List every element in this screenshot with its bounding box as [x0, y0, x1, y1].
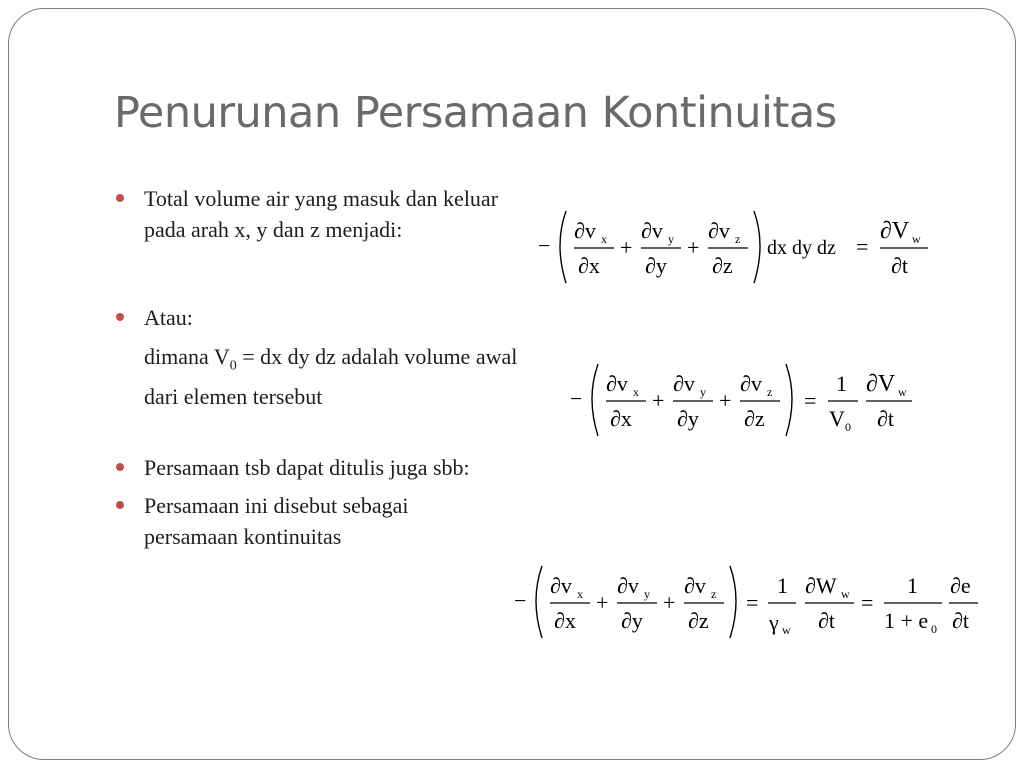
eq2-one: 1 — [836, 371, 847, 396]
eq1-plus-1: + — [620, 235, 633, 260]
eq3-one-plus: 1 + e — [884, 608, 929, 633]
eq2-den-x: ∂x — [610, 406, 632, 431]
eq1-plus-2: + — [687, 235, 700, 260]
eq3-right-paren — [730, 566, 736, 638]
eq3-num-x: ∂v — [550, 573, 572, 598]
eq1-rhs-num: ∂V — [880, 218, 910, 244]
eq3-one-b: 1 — [907, 573, 918, 598]
eq2-right-paren — [786, 364, 792, 436]
eq2-v0: V — [829, 406, 845, 431]
bullet-dot-icon — [116, 194, 124, 202]
sub-prefix: dimana V — [144, 344, 230, 369]
eq2-sub-y: y — [700, 385, 706, 399]
equation-1 — [536, 205, 936, 295]
eq1-den-z: ∂z — [712, 253, 733, 278]
eq3-plus-1: + — [596, 590, 609, 615]
eq3-den-z: ∂z — [688, 608, 709, 633]
eq3-de-den: ∂t — [952, 608, 969, 633]
eq1-equals: = — [856, 234, 869, 259]
eq1-sub-x: x — [601, 232, 607, 246]
eq3-gamma-sub: w — [782, 623, 791, 637]
eq2-v0-sub: 0 — [845, 420, 851, 434]
eq3-minus: − — [514, 588, 527, 613]
bullet-text: Persamaan tsb dapat ditulis juga sbb: — [144, 455, 470, 480]
eq3-sub-y: y — [644, 587, 650, 601]
bullet-text: Atau: — [144, 305, 193, 330]
eq1-rhs-sub: w — [912, 232, 921, 246]
bullet-dot-icon — [116, 463, 124, 471]
eq2-den-y: ∂y — [677, 406, 699, 431]
bullet-text: Persamaan ini disebut sebagai persamaan kontinuitas — [144, 493, 409, 549]
sub-index: 0 — [229, 358, 237, 374]
eq1-rhs-den: ∂t — [891, 253, 908, 278]
bullet-dot-icon — [116, 313, 124, 321]
eq1-num-x: ∂v — [574, 218, 596, 243]
eq2-left-paren — [592, 364, 598, 436]
eq3-equals-1: = — [746, 590, 759, 615]
eq1-sub-y: y — [668, 232, 674, 246]
eq2-rhs-sub: w — [898, 385, 907, 399]
sub-paragraph — [144, 341, 534, 412]
eq3-num-y: ∂v — [617, 573, 639, 598]
equation-2 — [568, 358, 928, 448]
eq1-num-y: ∂v — [641, 218, 663, 243]
eq3-dW-sub: w — [841, 587, 850, 601]
eq3-plus-2: + — [663, 590, 676, 615]
eq2-minus: − — [570, 386, 583, 411]
eq3-num-z: ∂v — [684, 573, 706, 598]
eq1-den-y: ∂y — [645, 253, 667, 278]
eq2-num-x: ∂v — [606, 371, 628, 396]
eq3-sub-z: z — [711, 587, 717, 601]
equation-3 — [512, 560, 992, 650]
eq2-num-z: ∂v — [740, 371, 762, 396]
eq3-dW: ∂W — [805, 573, 837, 598]
eq3-one-a: 1 — [777, 573, 788, 598]
eq2-den-z: ∂z — [744, 406, 765, 431]
eq3-equals-2: = — [861, 590, 874, 615]
eq1-right-paren — [754, 211, 760, 283]
eq2-sub-x: x — [633, 385, 639, 399]
eq2-equals: = — [804, 388, 817, 413]
eq3-den-y: ∂y — [621, 608, 643, 633]
eq1-den-x: ∂x — [578, 253, 600, 278]
eq2-sub-z: z — [767, 385, 773, 399]
eq2-plus-1: + — [652, 388, 665, 413]
eq3-left-paren — [536, 566, 542, 638]
eq2-rhs-den: ∂t — [877, 406, 894, 431]
eq1-num-z: ∂v — [708, 218, 730, 243]
eq1-minus: − — [538, 233, 551, 258]
eq1-tail: dx dy dz — [767, 237, 836, 259]
eq3-dt: ∂t — [818, 608, 835, 633]
eq2-plus-2: + — [719, 388, 732, 413]
eq2-num-y: ∂v — [673, 371, 695, 396]
slide-title: Penurunan Persamaan Kontinuitas — [114, 88, 837, 138]
eq3-de: ∂e — [950, 573, 971, 598]
bullet-text: Total volume air yang masuk dan keluar pada arah x, y dan z menjadi: — [144, 186, 499, 242]
eq3-sub-x: x — [577, 587, 583, 601]
sub-suffix: = dx dy dz adalah volume awal dari elemen tersebut — [144, 344, 518, 410]
eq3-den-x: ∂x — [554, 608, 576, 633]
bullet-dot-icon — [116, 501, 124, 509]
eq1-sub-z: z — [735, 232, 741, 246]
eq3-gamma: γ — [769, 610, 779, 635]
eq3-e-sub: 0 — [931, 622, 937, 636]
eq1-left-paren — [560, 211, 566, 283]
eq2-rhs-num: ∂V — [866, 371, 896, 397]
